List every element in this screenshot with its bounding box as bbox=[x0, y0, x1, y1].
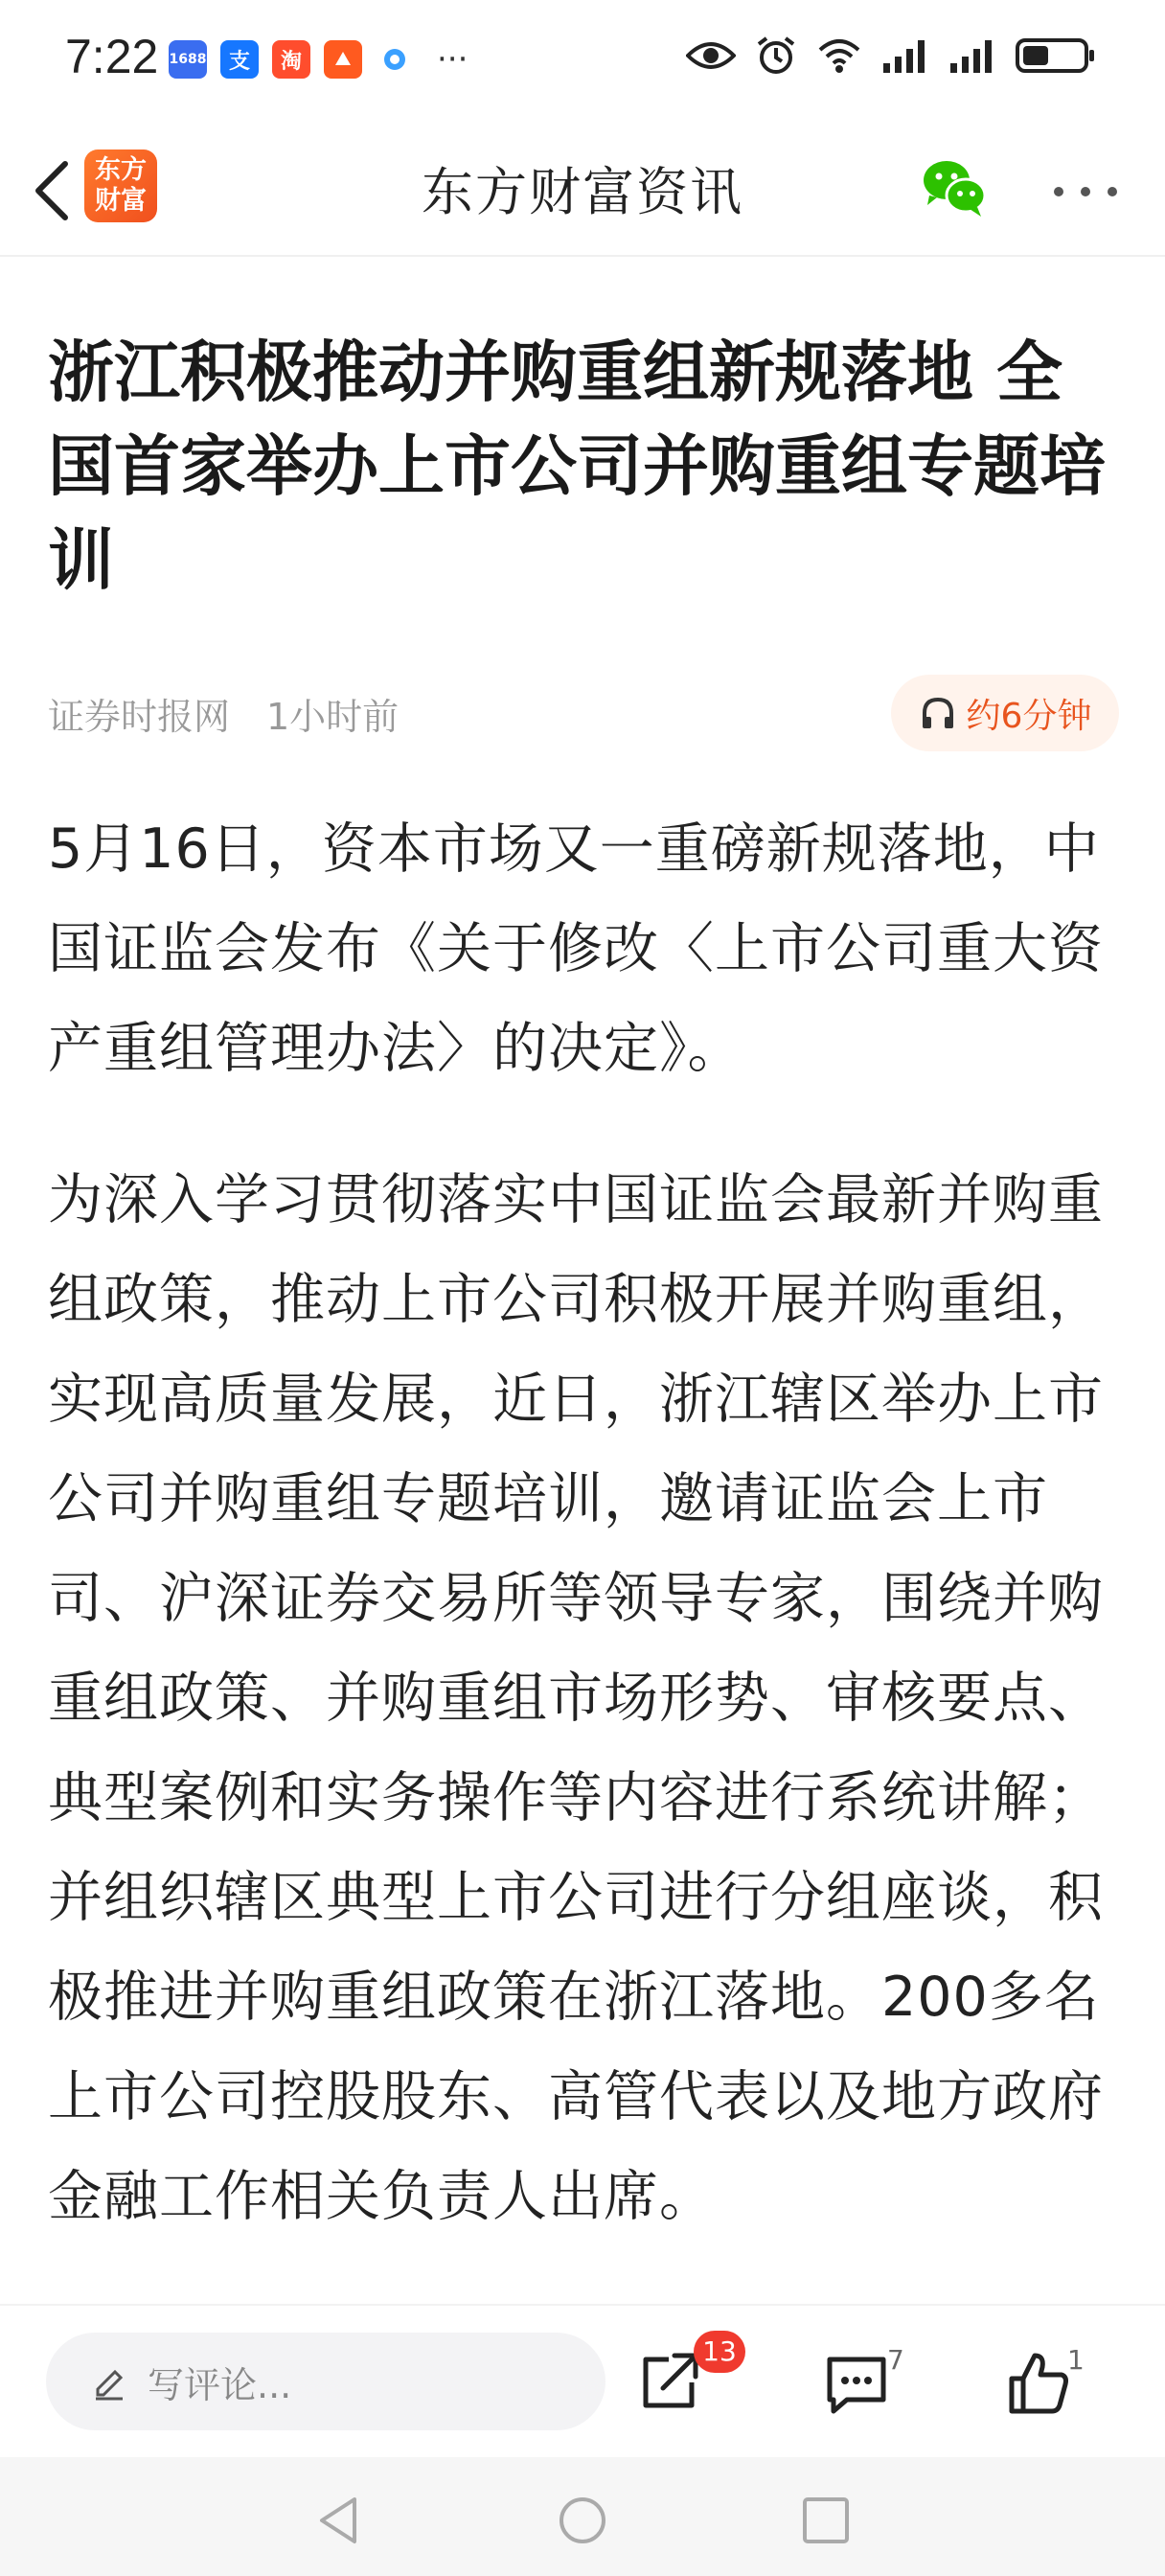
square-recents-icon bbox=[799, 2494, 853, 2547]
article-source[interactable]: 证券时报网 bbox=[48, 696, 231, 738]
status-time: 7:22 bbox=[65, 30, 159, 83]
article-paragraph-2: 为深入学习贯彻落实中国证监会最新并购重组政策，推动上市公司积极开展并购重组，实现高质量发展，近日，浙江辖区举办上市公司并购重组专题培训，邀请证监会上市司、沪深证券交易所等领导专家，围绕并购重组政策、并购重组市场形势、审核要点、典型案例和实务操作等内容进行系统讲解；并组织辖区典型上市公司进行分组座谈，积极推进并购重组政策在浙江落地。200多名上市公司控股股东、高管代表以及地方政府金融工作相关负责人出席。 bbox=[48, 1168, 1104, 2228]
share-count-badge: 13 bbox=[694, 2331, 745, 2373]
like-count: 1 bbox=[1067, 2344, 1085, 2376]
comment-count: 7 bbox=[887, 2344, 904, 2376]
action-bar bbox=[0, 2304, 1165, 2459]
battery-icon bbox=[1016, 38, 1088, 73]
triangle-back-icon bbox=[312, 2494, 366, 2547]
nav-bar bbox=[0, 125, 1165, 257]
wechat-share-button[interactable] bbox=[920, 153, 989, 222]
system-recents-button[interactable] bbox=[799, 2494, 853, 2547]
system-back-button[interactable] bbox=[312, 2494, 366, 2547]
nav-title: 东方财富资讯 bbox=[422, 162, 743, 222]
comment-placeholder: 写评论... bbox=[148, 2363, 292, 2406]
wifi-icon bbox=[816, 36, 862, 75]
signal-icon-2 bbox=[948, 36, 996, 75]
listen-button[interactable] bbox=[891, 675, 1119, 751]
wechat-icon bbox=[920, 153, 989, 222]
logo-line1: 东方 bbox=[95, 155, 147, 185]
article-paragraph-1: 5月16日，资本市场又一重磅新规落地，中国证监会发布《关于修改〈上市公司重大资产重组管理办法〉的决定》。 bbox=[48, 817, 1104, 1080]
article-title: 浙江积极推动并购重组新规落地 全国首家举办上市公司并购重组专题培训 bbox=[48, 334, 1106, 599]
like-button[interactable] bbox=[1000, 2344, 1077, 2421]
thumbs-up-icon bbox=[1000, 2344, 1077, 2421]
alipay-app-icon: 支 bbox=[220, 40, 259, 79]
more-dot-icon bbox=[1108, 187, 1117, 196]
comment-bubble-icon bbox=[818, 2344, 895, 2421]
article-time: 1小时前 bbox=[266, 696, 400, 738]
1688-app-icon: 1688 bbox=[169, 40, 207, 79]
headphones-icon bbox=[919, 694, 957, 732]
more-options-button[interactable] bbox=[1054, 163, 1117, 220]
status-overflow-dots: ··· bbox=[437, 40, 468, 79]
app-icon-4 bbox=[324, 40, 362, 79]
status-app-icons bbox=[169, 40, 468, 79]
comment-input[interactable] bbox=[46, 2333, 605, 2430]
system-nav-bar bbox=[0, 2457, 1165, 2576]
logo-line2: 财富 bbox=[95, 186, 147, 216]
taobao-app-icon: 淘 bbox=[272, 40, 310, 79]
alarm-icon bbox=[755, 34, 797, 77]
read-time: 约6分钟 bbox=[966, 696, 1092, 736]
circle-home-icon bbox=[556, 2494, 609, 2547]
signal-icon bbox=[881, 36, 929, 75]
app-icon-5 bbox=[376, 40, 414, 79]
eye-icon bbox=[686, 38, 736, 73]
comments-button[interactable] bbox=[818, 2344, 895, 2421]
status-bar bbox=[0, 0, 1165, 115]
pencil-icon bbox=[90, 2362, 128, 2401]
system-home-button[interactable] bbox=[556, 2494, 609, 2547]
more-dot-icon bbox=[1054, 187, 1063, 196]
status-system-icons bbox=[686, 34, 1088, 77]
more-dot-icon bbox=[1081, 187, 1090, 196]
